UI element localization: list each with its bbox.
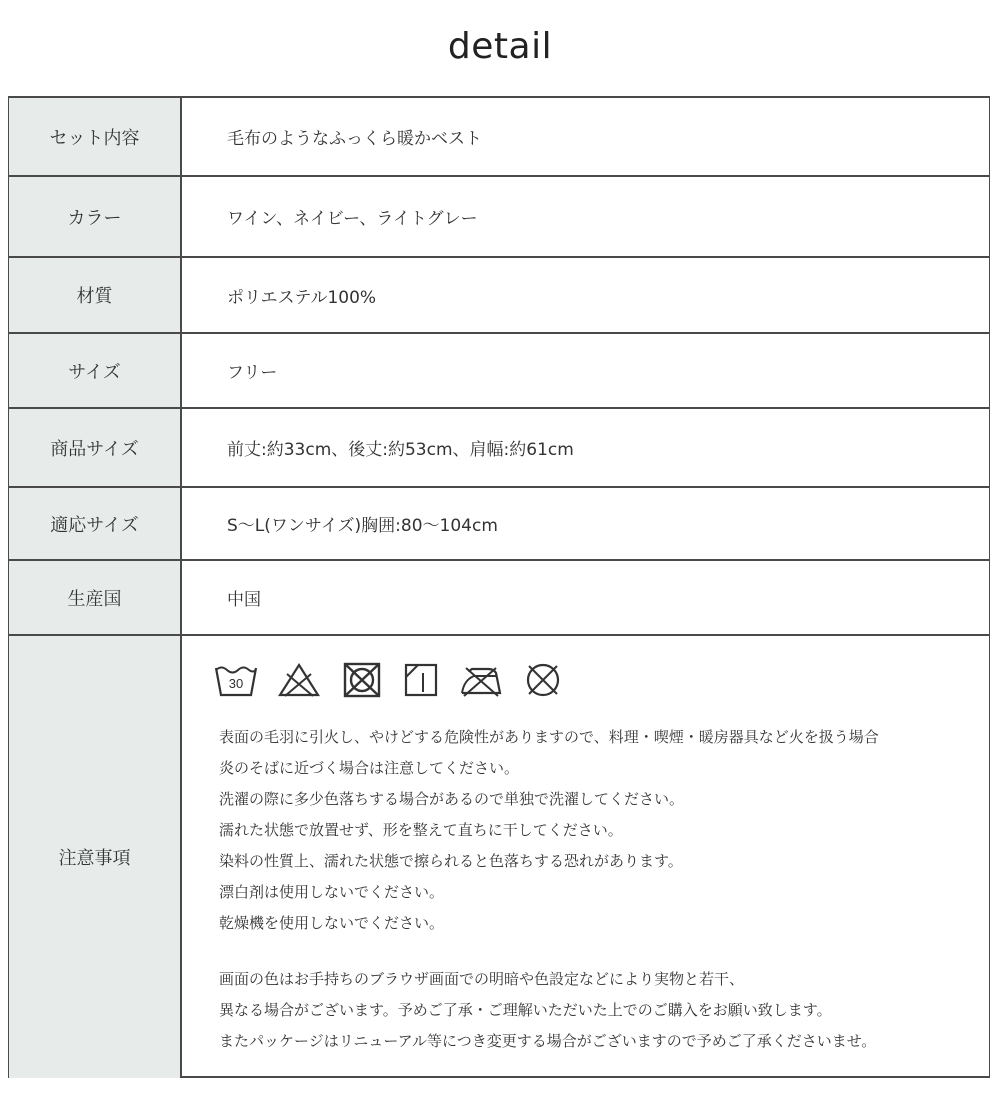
spec-label: 注意事項 — [9, 636, 182, 1078]
wash-30-icon — [214, 662, 258, 698]
care-icons — [214, 660, 582, 700]
note-line: 炎のそばに近づく場合は注意してください。 — [219, 759, 520, 777]
disclaimer-line: またパッケージはリニューアル等につき変更する場合がございますので予めご了承くださいませ。 — [219, 1032, 877, 1050]
spec-value: ポリエステル100% — [227, 287, 377, 308]
spec-label: 適応サイズ — [9, 488, 182, 559]
spec-row-fit-size — [9, 488, 989, 561]
spec-value: 中国 — [227, 590, 261, 610]
note-line: 漂白剤は使用しないでください。 — [219, 883, 445, 901]
note-line: 洗濯の際に多少色落ちする場合があるので単独で洗濯してください。 — [219, 790, 685, 808]
no-tumble-dry-icon — [340, 662, 384, 698]
spec-label: セット内容 — [9, 98, 182, 175]
note-line: 表面の毛羽に引火し、やけどする危険性がありますので、料理・喫煙・暖房器具など火を扱う場合 — [219, 728, 879, 746]
spec-row-product-size — [9, 409, 989, 488]
page-title: detail — [447, 26, 553, 67]
no-iron-icon — [458, 662, 504, 698]
spec-row-notes — [9, 636, 989, 1078]
spec-label: 材質 — [9, 258, 182, 332]
dry-flat-shade-icon — [403, 662, 439, 698]
spec-row-color — [9, 177, 989, 258]
spec-label: サイズ — [9, 334, 182, 407]
spec-row-set — [9, 98, 989, 177]
spec-row-size — [9, 334, 989, 409]
note-line: 染料の性質上、濡れた状態で擦られると色落ちする恐れがあります。 — [219, 852, 683, 870]
spec-row-origin — [9, 561, 989, 636]
disclaimer-line: 異なる場合がございます。予めご了承・ご理解いただいた上でのご購入をお願い致します。 — [219, 1001, 832, 1019]
no-dry-clean-icon — [523, 662, 563, 698]
spec-label: カラー — [9, 177, 182, 256]
spec-row-material — [9, 258, 989, 334]
spec-table — [8, 96, 990, 1078]
disclaimer-line: 画面の色はお手持ちのブラウザ画面での明暗や色設定などにより実物と若干、 — [219, 970, 745, 988]
spec-value: S〜L(ワンサイズ)胸囲:80〜104cm — [227, 516, 498, 536]
spec-label: 生産国 — [9, 561, 182, 634]
note-line: 乾燥機を使用しないでください。 — [219, 914, 445, 932]
note-line: 濡れた状態で放置せず、形を整えて直ちに干してください。 — [219, 821, 623, 839]
spec-value: 前丈:約33cm、後丈:約53cm、肩幅:約61cm — [227, 440, 574, 460]
svg-text:30: 30 — [228, 676, 244, 691]
spec-value: ワイン、ネイビー、ライトグレー — [227, 209, 478, 229]
spec-value: フリー — [227, 363, 278, 383]
care-notes — [219, 722, 879, 1057]
no-bleach-icon — [277, 662, 321, 698]
spec-value: 毛布のようなふっくら暖かベスト — [227, 129, 482, 149]
spec-label: 商品サイズ — [9, 409, 182, 486]
